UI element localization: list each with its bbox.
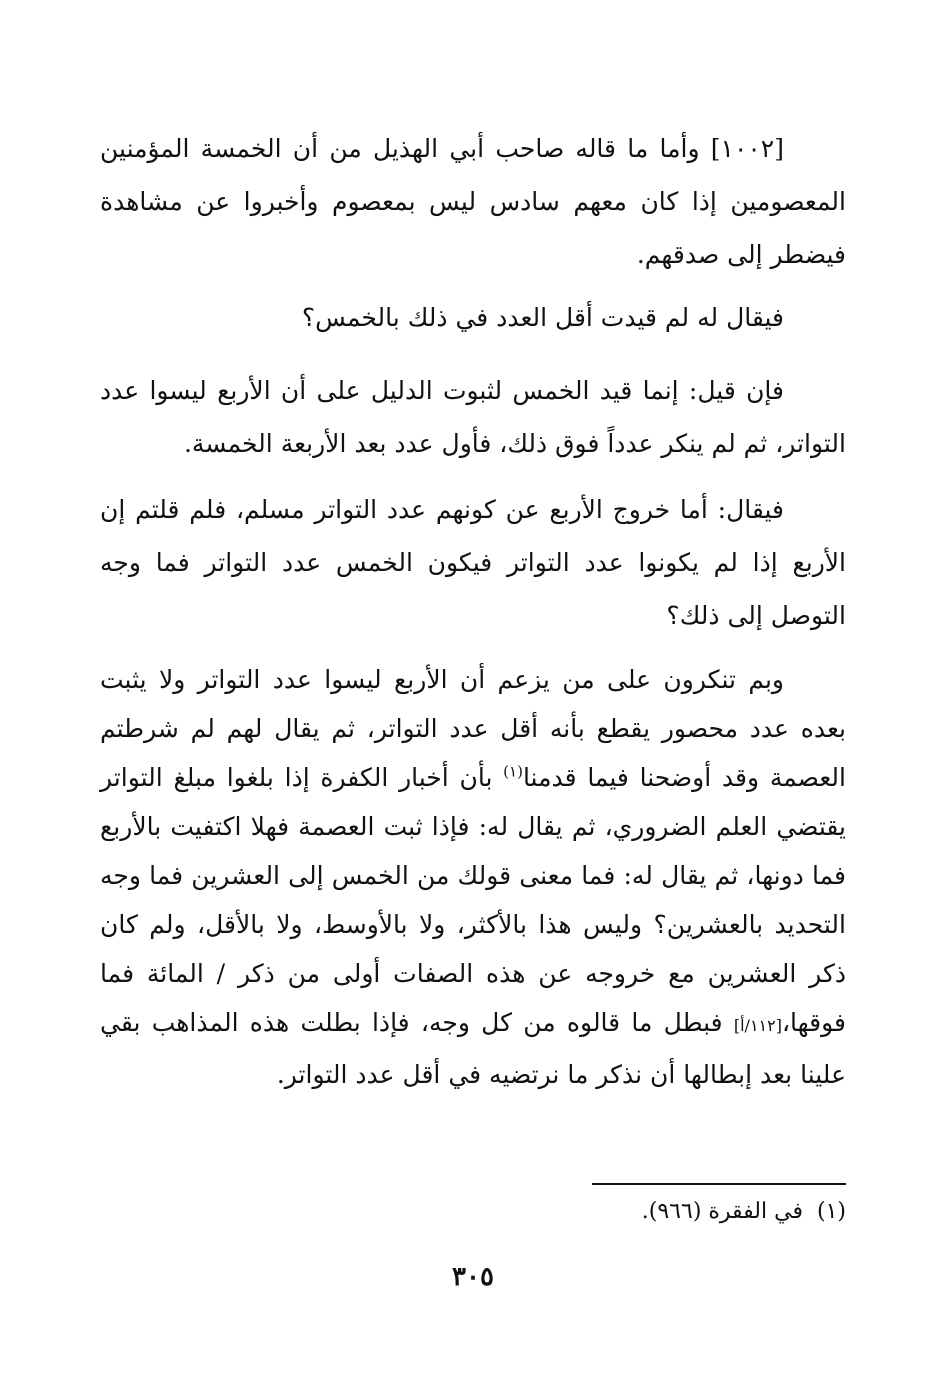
paragraph-text: فإن قيل: إنما قيد الخمس لثبوت الدليل على أن الأربع ليسوا عدد التواتر، ثم لم ينكر عدداً فوق ذلك، فأول عدد بعد الأربعة الخمسة.: [100, 376, 846, 458]
paragraph-text: فيقال له لم قيدت أقل العدد في ذلك بالخمس؟: [301, 303, 784, 332]
paragraph-objection: [100, 364, 846, 470]
paragraph-refutation: [100, 655, 846, 1099]
footnote-separator: [592, 1183, 846, 1185]
paragraph-text: [100, 655, 846, 1099]
paragraph-1002: [100, 122, 846, 281]
footnote-marker[interactable]: (١): [503, 762, 523, 781]
paragraph-text-part: بأن أخبار الكفرة إذا بلغوا مبلغ التواتر يقتضي العلم الضروري، ثم يقال له: فإذا ثبت العصمة فهلا اكتفيت بالأربع فما دونها، ثم يقال له: فما معنى قولك من الخمس إلى العشرين فما وجه التحديد بالعشرين؟ وليس هذا بالأكثر، ولا بالأوسط، ولا بالأقل، ولم كان ذكر العشرين مع خروجه عن هذه الصفات أولى من ذكر / المائة فما فوقها،: [100, 763, 846, 1037]
paragraph-question: [100, 291, 846, 344]
page-number: ٣٠٥: [452, 1262, 494, 1292]
paragraph-text: [١٠٠٢] وأما ما قاله صاحب أبي الهذيل من أن الخمسة المؤمنين المعصومين إذا كان معهم سادس ليس بمعصوم وأخبروا عن مشاهدة فيضطر إلى صدقهم.: [100, 134, 846, 269]
paragraph-reply: [100, 483, 846, 642]
paragraph-text-part: وبم تنكرون على من يزعم أن الأربع ليسوا عدد التواتر ولا يثبت بعده عدد محصور يقطع بأنه أقل عدد التواتر، ثم يقال لهم لم شرطتم العصمة وقد أوضحنا فيما قدمنا: [100, 665, 846, 792]
manuscript-folio-reference: [١١٢/أ]: [733, 1016, 782, 1035]
footnote-number: (١): [816, 1199, 846, 1224]
footnote: [100, 1196, 846, 1228]
paragraph-text-part: فبطل ما قالوه من كل وجه، فإذا بطلت هذه المذاهب بقي علينا بعد إبطالها أن نذكر ما نرتضيه في أقل عدد التواتر.: [100, 1008, 846, 1089]
footnote-text: في الفقرة (٩٦٦).: [641, 1199, 803, 1224]
paragraph-text: فيقال: أما خروج الأربع عن كونهم عدد التواتر مسلم، فلم قلتم إن الأربع إذا لم يكونوا عدد التواتر فيكون الخمس عدد التواتر فما وجه التوصل إلى ذلك؟: [100, 495, 846, 630]
